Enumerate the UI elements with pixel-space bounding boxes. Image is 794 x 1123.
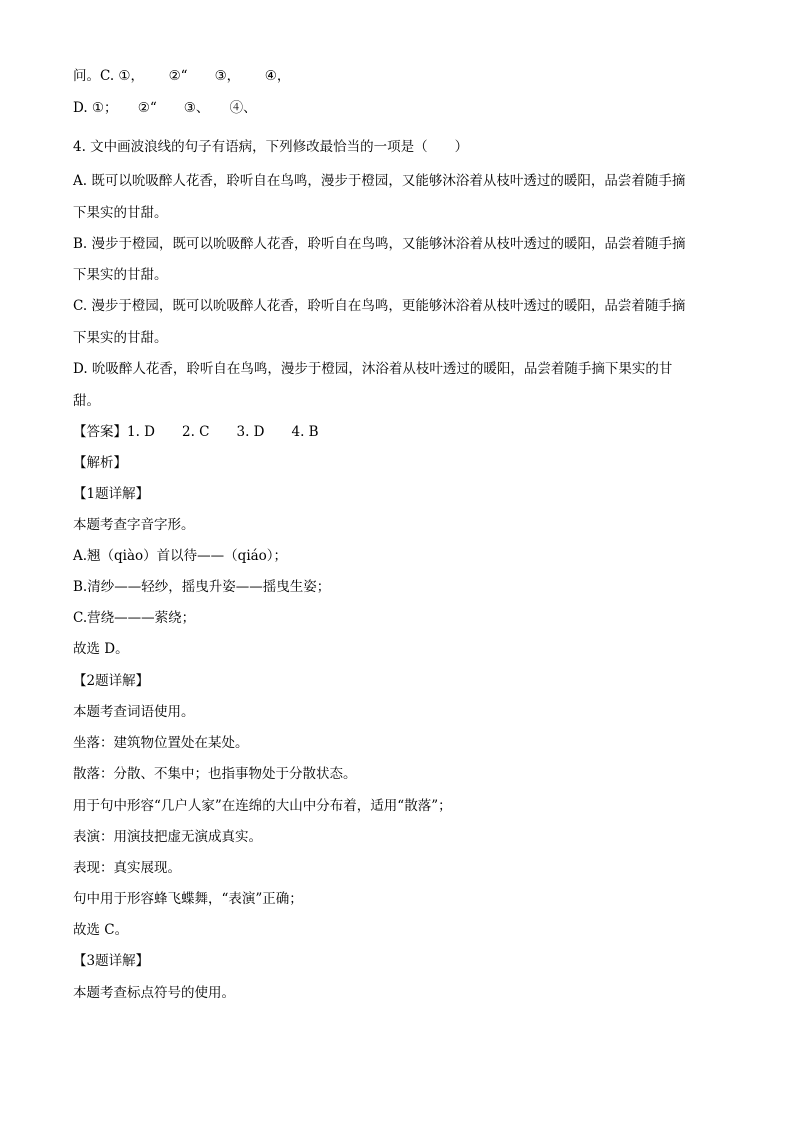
q4-option-c-cont: 下果实的甘甜。 (73, 330, 168, 346)
q2-def-biaoyan: 表演：用演技把虚无演成真实。 (73, 829, 262, 845)
q1-item-c: C.营绕———萦绕； (73, 610, 196, 626)
q4-option-b: B. 漫步于橙园，既可以吮吸醉人花香，聆听自在鸟鸣，又能够沐浴着从枝叶透过的暖阳，品尝着随手摘 (73, 236, 686, 252)
analysis-heading: 【解析】 (73, 455, 127, 471)
q2-def-sanluo: 散落：分散、不集中；也指事物处于分散状态。 (73, 766, 357, 782)
option-c-line: 问。C. ①， ②“ ③， ④， (73, 68, 291, 84)
q2-def-zuoluo: 坐落：建筑物位置处在某处。 (73, 735, 249, 751)
q2-topic: 本题考查词语使用。 (73, 704, 195, 720)
answer-line: 【答案】1. D 2. C 3. D 4. B (73, 424, 319, 440)
option-d-line: D. ①； ②“ ③、 ④、 (73, 100, 257, 116)
q2-conclusion: 故选 C。 (73, 922, 129, 938)
q4-option-b-cont: 下果实的甘甜。 (73, 267, 168, 283)
q3-topic: 本题考查标点符号的使用。 (73, 985, 235, 1001)
q4-option-d: D. 吮吸醉人花香，聆听自在鸟鸣，漫步于橙园，沐浴着从枝叶透过的暖阳，品尝着随手摘下果实的甘 (73, 361, 673, 377)
q1-item-a: A.翘（qiào）首以待——（qiáo）； (73, 548, 288, 564)
q1-detail-heading: 【1题详解】 (73, 486, 150, 502)
q1-topic: 本题考查字音字形。 (73, 517, 195, 533)
q2-detail-heading: 【2题详解】 (73, 673, 150, 689)
q1-item-b: B.清纱——轻纱，摇曳升姿——摇曳生姿； (73, 579, 331, 595)
q2-usage-2: 句中用于形容蜂飞蝶舞，“表演”正确； (73, 891, 303, 907)
q3-detail-heading: 【3题详解】 (73, 953, 150, 969)
q4-option-a-cont: 下果实的甘甜。 (73, 205, 168, 221)
q1-conclusion: 故选 D。 (73, 641, 129, 657)
q4-option-a: A. 既可以吮吸醉人花香，聆听自在鸟鸣，漫步于橙园，又能够沐浴着从枝叶透过的暖阳，品尝着随手摘 (73, 173, 686, 189)
q2-def-biaoxian: 表现：真实展现。 (73, 860, 181, 876)
question-4: 4. 文中画波浪线的句子有语病，下列修改最恰当的一项是（ ） (73, 139, 469, 155)
q2-usage-1: 用于句中形容“几户人家”在连绵的大山中分布着，适用“散落”； (73, 798, 452, 814)
q4-option-d-cont: 甜。 (73, 393, 100, 409)
q4-option-c: C. 漫步于橙园，既可以吮吸醉人花香，聆听自在鸟鸣，更能够沐浴着从枝叶透过的暖阳，品尝着随手摘 (73, 298, 686, 314)
